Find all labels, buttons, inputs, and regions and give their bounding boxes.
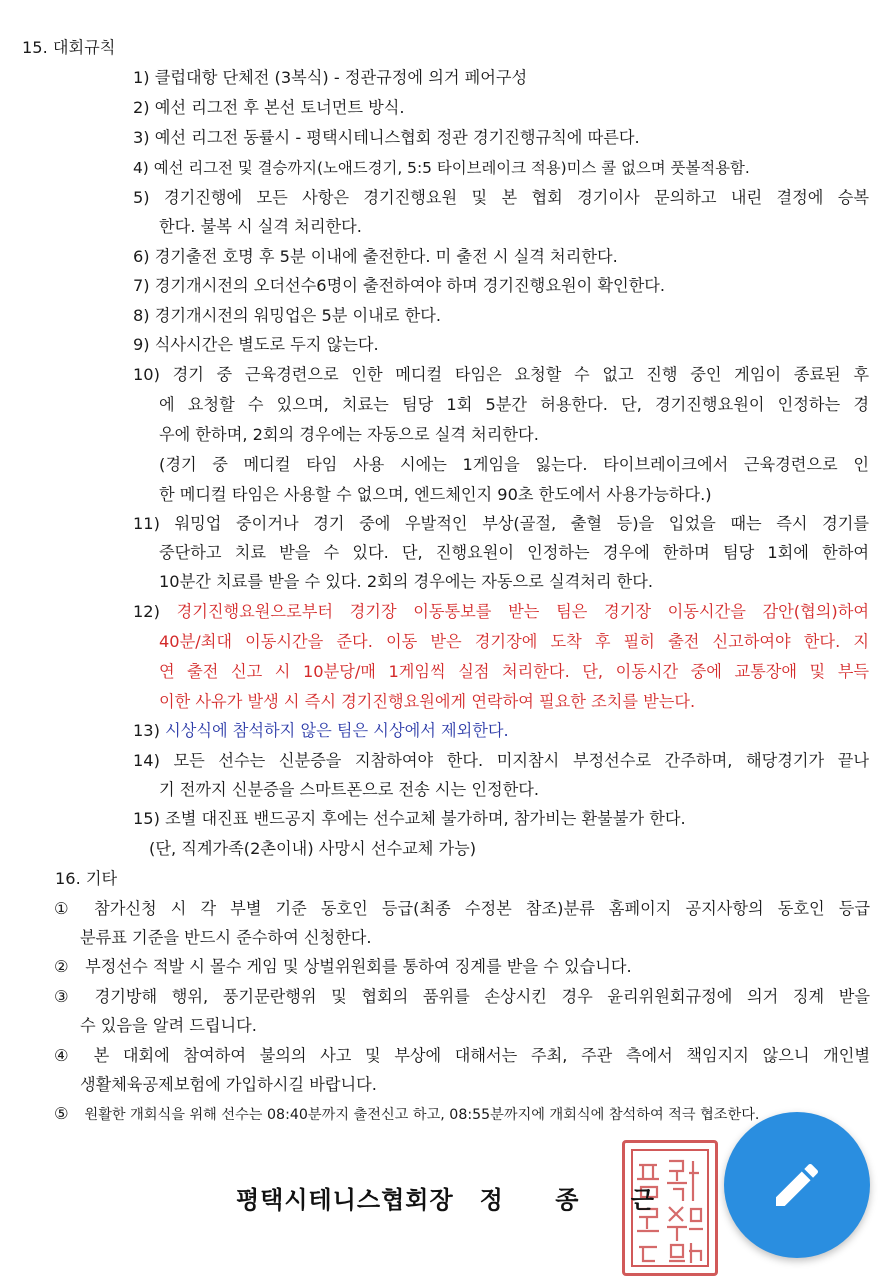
section-15-title: 15. 대회규칙: [22, 38, 116, 57]
rule-14: [133, 748, 869, 774]
rule-10-cont-2: 우에 한하며, 2회의 경우에는 자동으로 실격 처리한다.: [159, 425, 539, 444]
rule-number: 9): [133, 335, 150, 354]
rule-10-cont-1: 에 요청할 수 있으며, 치료는 팀당 1회 5분간 허용한다. 단, 경기진행요원이 인정하는 경: [159, 395, 869, 414]
rule-number: 13): [133, 721, 160, 740]
etc-item-4-cont: 생활체육공제보험에 가입하시길 바랍니다.: [80, 1075, 377, 1094]
rule-number: 15): [133, 809, 160, 828]
rule-5-cont: 한다. 불복 시 실격 처리한다.: [159, 217, 362, 236]
section-16-title: 16. 기타: [55, 869, 118, 888]
rule-number: 7): [133, 276, 150, 295]
rule-number: 10): [133, 365, 160, 384]
rule-text: 경기개시전의 오더선수6명이 출전하여야 하며 경기진행요원이 확인한다.: [154, 276, 666, 295]
item-marker: ⑤: [54, 1104, 69, 1123]
rule-12-cont-2: 연 출전 신고 시 10분당/매 1게임씩 실점 처리한다. 단, 이동시간 중에 교통장애 및 부득: [159, 662, 869, 681]
item-marker: ①: [54, 899, 69, 918]
rule-13: [133, 718, 509, 744]
item-marker: ②: [54, 957, 69, 976]
etc-item-2: [54, 954, 632, 980]
rule-1: [133, 65, 527, 91]
etc-item-3-cont: 수 있음을 알려 드립니다.: [80, 1016, 257, 1035]
rule-number: 12): [133, 602, 160, 621]
rule-6: [133, 244, 618, 270]
rule-text: 경기진행요원으로부터 경기장 이동통보를 받는 팀은 경기장 이동시간을 감안(협의)하여: [176, 602, 869, 621]
item-text: 경기방해 행위, 풍기문란행위 및 협회의 품위를 손상시킨 경우 윤리위원회규정에 의거 징계 받을: [94, 987, 870, 1006]
rule-11: [133, 511, 869, 537]
rule-text: 경기출전 호명 후 5분 이내에 출전한다. 미 출전 시 실격 처리한다.: [154, 247, 618, 266]
rule-text: 시상식에 참석하지 않은 팀은 시상에서 제외한다.: [165, 721, 509, 740]
rule-number: 5): [133, 188, 150, 207]
rule-number: 1): [133, 68, 150, 87]
rule-15: [133, 806, 686, 832]
rule-12-cont-3: 이한 사유가 발생 시 즉시 경기진행요원에게 연락하여 필요한 조치를 받는다.: [159, 692, 696, 711]
rule-11-cont-1: 중단하고 치료 받을 수 있다. 단, 진행요원이 인정하는 경우에 한하며 팀당 1회에 한하여: [159, 543, 869, 562]
signature-line: [236, 1180, 676, 1215]
rule-10-cont-3: (경기 중 메디컬 타임 사용 시에는 1게임을 잃는다. 타이브레이크에서 근육경련으로 인: [159, 455, 869, 474]
rule-14-cont: 기 전까지 신분증을 스마트폰으로 전송 시는 인정한다.: [159, 780, 540, 799]
rule-7: [133, 273, 665, 299]
rule-3: [133, 125, 640, 151]
pencil-icon: [769, 1157, 825, 1213]
rule-text: 예선 리그전 후 본선 토너먼트 방식.: [154, 98, 405, 117]
rule-4: [133, 155, 869, 181]
etc-item-1-cont: 분류표 기준을 반드시 준수하여 신청한다.: [80, 928, 372, 947]
rule-10: [133, 362, 869, 388]
signature-org: 평택시테니스협회장: [236, 1186, 454, 1214]
rule-text: 경기개시전의 워밍업은 5분 이내로 한다.: [154, 306, 442, 325]
rule-9: [133, 332, 379, 358]
rule-number: 8): [133, 306, 150, 325]
rule-text: 경기진행에 모든 사항은 경기진행요원 및 본 협회 경기이사 문의하고 내린 결정에 승복: [163, 188, 869, 207]
signature-name: 정 종 근: [479, 1186, 676, 1214]
rule-11-cont-2: 10분간 치료를 받을 수 있다. 2회의 경우에는 자동으로 실격처리 한다.: [159, 572, 654, 591]
rule-text: 조별 대진표 밴드공지 후에는 선수교체 불가하며, 참가비는 환불불가 한다.: [165, 809, 686, 828]
edit-fab-button[interactable]: [724, 1112, 870, 1258]
rule-2: [133, 95, 405, 121]
item-text: 참가신청 시 각 부별 기준 동호인 등급(최종 수정본 참조)분류 홈페이지 공지사항의 동호인 등급: [94, 899, 870, 918]
rule-10-cont-4: 한 메디컬 타임은 사용할 수 없으며, 엔드체인지 90초 한도에서 사용가능하다.): [159, 485, 712, 504]
item-text: 부정선수 적발 시 몰수 게임 및 상벌위원회를 통하여 징계를 받을 수 있습니다.: [85, 957, 632, 976]
item-marker: ③: [54, 987, 69, 1006]
rule-12: [133, 599, 869, 625]
rule-15-note: (단, 직계가족(2촌이내) 사망시 선수교체 가능): [149, 839, 477, 858]
etc-item-1: [54, 896, 870, 922]
item-text: 원활한 개회식을 위해 선수는 08:40분까지 출전신고 하고, 08:55분까지에 개회식에 참석하여 적극 협조한다.: [84, 1107, 760, 1123]
rule-number: 6): [133, 247, 150, 266]
etc-item-3: [54, 984, 870, 1010]
rule-text: 식사시간은 별도로 두지 않는다.: [154, 335, 379, 354]
rule-number: 14): [133, 751, 160, 770]
rule-number: 11): [133, 514, 160, 533]
rule-text: 워밍업 중이거나 경기 중에 우발적인 부상(골절, 출혈 등)을 입었을 때는 즉시 경기를: [174, 514, 869, 533]
rule-text: 클럽대항 단체전 (3복식) - 정관규정에 의거 페어구성: [154, 68, 528, 87]
rule-text: 모든 선수는 신분증을 지참하여야 한다. 미지참시 부정선수로 간주하며, 해당경기가 끝나: [173, 751, 869, 770]
rule-text: 예선 리그전 및 결승까지(노애드경기, 5:5 타이브레이크 적용)미스 콜 없으며 풋볼적용함.: [153, 159, 750, 177]
rule-12-cont-1: 40분/최대 이동시간을 준다. 이동 받은 경기장에 도착 후 필히 출전 신고하여야 한다. 지: [159, 632, 869, 651]
etc-item-5: [54, 1101, 870, 1128]
etc-item-4: [54, 1043, 870, 1069]
rule-number: 2): [133, 98, 150, 117]
rule-text: 경기 중 근육경련으로 인한 메디컬 타임은 요청할 수 없고 진행 중인 게임이 종료된 후: [172, 365, 869, 384]
item-marker: ④: [54, 1046, 69, 1065]
rule-text: 예선 리그전 동률시 - 평택시테니스협회 정관 경기진행규칙에 따른다.: [154, 128, 640, 147]
rule-number: 4): [133, 159, 149, 177]
rule-8: [133, 303, 441, 329]
rule-5: [133, 185, 869, 211]
item-text: 본 대회에 참여하여 불의의 사고 및 부상에 대해서는 주최, 주관 측에서 책임지지 않으니 개인별: [93, 1046, 870, 1065]
rule-number: 3): [133, 128, 150, 147]
